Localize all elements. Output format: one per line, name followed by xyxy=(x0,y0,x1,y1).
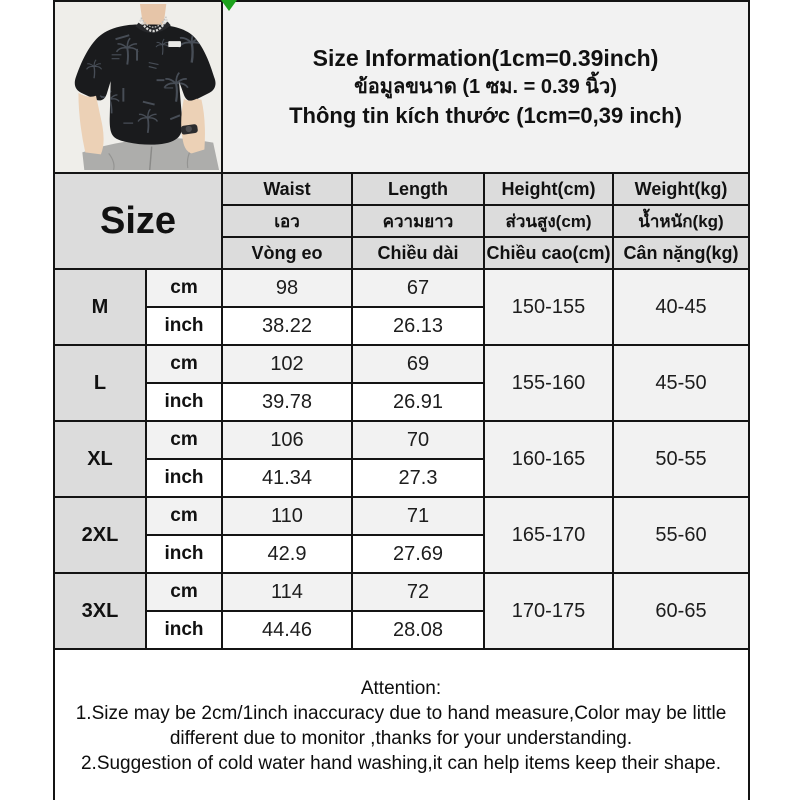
waist-inch-value: 39.78 xyxy=(222,383,352,421)
attention-note-cell xyxy=(54,649,749,800)
size-chart-table xyxy=(53,0,750,800)
product-photo-cell xyxy=(54,1,222,173)
col-header-weight-en: Weight(kg) xyxy=(613,173,749,205)
col-header-waist-th: เอว xyxy=(222,205,352,237)
title-english: Size Information(1cm=0.39inch) xyxy=(312,45,659,71)
size-label-3xl: 3XL xyxy=(54,573,146,649)
attention-line-1: 1.Size may be 2cm/1inch inaccuracy due to hand measure,Color may be little different due to monitor ,thanks for your understanding. xyxy=(75,702,727,749)
attention-line-2: 2.Suggestion of cold water hand washing,it can help items keep their shape. xyxy=(80,752,722,774)
weight-range-value: 50-55 xyxy=(613,421,749,497)
length-inch-value: 26.91 xyxy=(352,383,484,421)
col-header-height-en: Height(cm) xyxy=(484,173,613,205)
tshirt-model-photo xyxy=(55,2,221,172)
attention-heading: Attention: xyxy=(360,677,442,699)
waist-inch-value: 41.34 xyxy=(222,459,352,497)
size-label-l: L xyxy=(54,345,146,421)
height-range-value: 150-155 xyxy=(484,269,613,345)
weight-range-value: 40-45 xyxy=(613,269,749,345)
length-inch-value: 28.08 xyxy=(352,611,484,649)
title-cell xyxy=(222,1,749,173)
height-range-value: 170-175 xyxy=(484,573,613,649)
unit-label-cm: cm xyxy=(146,573,222,611)
unit-label-inch: inch xyxy=(146,459,222,497)
size-header-cell: Size xyxy=(54,173,222,269)
weight-range-value: 60-65 xyxy=(613,573,749,649)
waist-cm-value: 98 xyxy=(222,269,352,307)
length-cm-value: 67 xyxy=(352,269,484,307)
col-header-height-vi: Chiều cao(cm) xyxy=(484,237,613,269)
length-cm-value: 69 xyxy=(352,345,484,383)
length-inch-value: 27.3 xyxy=(352,459,484,497)
length-cm-value: 71 xyxy=(352,497,484,535)
unit-label-inch: inch xyxy=(146,535,222,573)
col-header-length-th: ความยาว xyxy=(352,205,484,237)
size-label-2xl: 2XL xyxy=(54,497,146,573)
unit-label-inch: inch xyxy=(146,611,222,649)
green-corner-marker-icon xyxy=(220,0,238,11)
col-header-height-th: ส่วนสูง(cm) xyxy=(484,205,613,237)
waist-inch-value: 42.9 xyxy=(222,535,352,573)
waist-cm-value: 106 xyxy=(222,421,352,459)
col-header-waist-vi: Vòng eo xyxy=(222,237,352,269)
height-range-value: 155-160 xyxy=(484,345,613,421)
length-inch-value: 26.13 xyxy=(352,307,484,345)
unit-label-inch: inch xyxy=(146,307,222,345)
waist-inch-value: 38.22 xyxy=(222,307,352,345)
col-header-length-vi: Chiều dài xyxy=(352,237,484,269)
height-range-value: 165-170 xyxy=(484,497,613,573)
waist-cm-value: 114 xyxy=(222,573,352,611)
title-thai: ข้อมูลขนาด (1 ซม. = 0.39 นิ้ว) xyxy=(354,76,617,98)
unit-label-cm: cm xyxy=(146,497,222,535)
size-chart-container xyxy=(53,0,748,800)
col-header-length-en: Length xyxy=(352,173,484,205)
col-header-waist-en: Waist xyxy=(222,173,352,205)
col-header-weight-vi: Cân nặng(kg) xyxy=(613,237,749,269)
waist-cm-value: 102 xyxy=(222,345,352,383)
length-inch-value: 27.69 xyxy=(352,535,484,573)
weight-range-value: 55-60 xyxy=(613,497,749,573)
col-header-weight-th: น้ำหนัก(kg) xyxy=(613,205,749,237)
size-label-xl: XL xyxy=(54,421,146,497)
waist-cm-value: 110 xyxy=(222,497,352,535)
title-vietnamese: Thông tin kích thước (1cm=0,39 inch) xyxy=(289,103,682,128)
unit-label-inch: inch xyxy=(146,383,222,421)
length-cm-value: 72 xyxy=(352,573,484,611)
size-label-m: M xyxy=(54,269,146,345)
waist-inch-value: 44.46 xyxy=(222,611,352,649)
weight-range-value: 45-50 xyxy=(613,345,749,421)
unit-label-cm: cm xyxy=(146,421,222,459)
unit-label-cm: cm xyxy=(146,269,222,307)
height-range-value: 160-165 xyxy=(484,421,613,497)
length-cm-value: 70 xyxy=(352,421,484,459)
unit-label-cm: cm xyxy=(146,345,222,383)
